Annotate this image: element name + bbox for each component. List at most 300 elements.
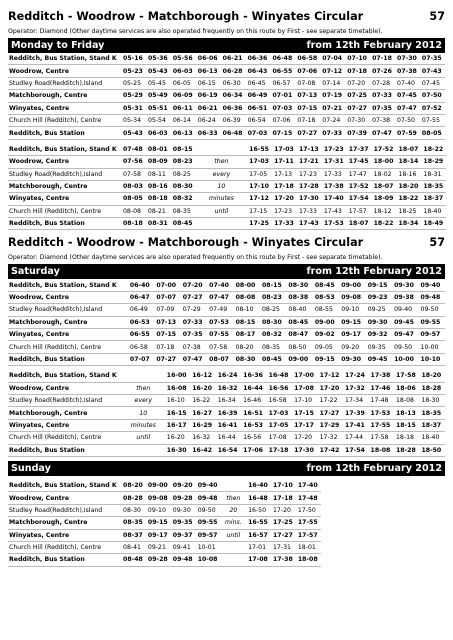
departure-time: 18-02	[372, 168, 397, 180]
departure-time: 18-13	[394, 407, 419, 419]
departure-time: 17-15	[247, 205, 272, 217]
departure-time: 17-38	[369, 370, 394, 382]
departure-time: 06-48	[270, 53, 295, 65]
weekday-table-day	[8, 144, 445, 231]
stop-name: Church Hill (Redditch), Centre	[8, 341, 128, 353]
departure-time: 06-39	[221, 114, 246, 126]
departure-time: 05-49	[146, 90, 171, 102]
departure-time: 17-27	[271, 529, 296, 541]
departure-time: 06-49	[128, 304, 154, 316]
departure-time: 08-17	[234, 329, 260, 341]
frequency-note: mins.	[221, 517, 247, 529]
departure-time: 06-09	[171, 90, 196, 102]
departure-time: 06-57	[270, 77, 295, 89]
stop-name: Studley Road(Redditch),Island	[8, 304, 128, 316]
departure-time: 06-05	[171, 77, 196, 89]
departure-time: 06-51	[246, 102, 271, 114]
departure-time: 07-08	[295, 77, 320, 89]
departure-time: 09-02	[313, 329, 339, 341]
departure-time: 17-50	[296, 504, 321, 516]
departure-time: 08-53	[313, 291, 339, 303]
departure-time: 07-14	[320, 77, 345, 89]
timetable-row	[8, 77, 445, 89]
departure-time: 06-54	[246, 114, 271, 126]
departure-time: 07-04	[320, 53, 345, 65]
departure-time: 08-05	[420, 127, 445, 139]
departure-time: 16-40	[246, 480, 271, 492]
departure-time: 08-31	[146, 218, 171, 230]
stop-name: Matchborough, Centre	[8, 90, 121, 102]
departure-time: 06-47	[128, 291, 154, 303]
departure-time: 09-15	[366, 279, 392, 291]
departure-time: 05-56	[171, 53, 196, 65]
departure-time: 08-30	[260, 316, 286, 328]
departure-time: 16-39	[216, 407, 241, 419]
departure-time: 07-45	[420, 77, 445, 89]
stop-name: Redditch, Bus Station	[8, 127, 121, 139]
departure-time: 08-10	[234, 304, 260, 316]
departure-time: 17-25	[247, 218, 272, 230]
departure-time: 07-40	[395, 77, 420, 89]
departure-time: 17-12	[318, 370, 343, 382]
departure-time: 06-13	[171, 127, 196, 139]
stop-name: Matchborough, Centre	[8, 316, 128, 328]
departure-time: 07-15	[270, 127, 295, 139]
departure-time: 18-08	[394, 394, 419, 406]
departure-time: 08-23	[260, 291, 286, 303]
departure-time: 09-57	[419, 329, 445, 341]
departure-time: 08-18	[121, 218, 146, 230]
timetable-row	[8, 432, 445, 444]
departure-time: 08-11	[146, 168, 171, 180]
departure-time: 18-40	[419, 432, 445, 444]
departure-time: 18-34	[397, 218, 422, 230]
departure-time: 07-39	[345, 127, 370, 139]
departure-time: 18-40	[421, 205, 446, 217]
departure-time: 18-14	[397, 156, 422, 168]
departure-time: 09-41	[171, 541, 196, 553]
departure-time: 09-15	[313, 353, 339, 365]
departure-time: 18-50	[419, 444, 445, 456]
stop-name: Studley Road(Redditch),Island	[8, 77, 121, 89]
frequency-note	[122, 444, 165, 456]
departure-time: 18-22	[421, 144, 446, 156]
timetable-row	[8, 341, 445, 353]
departure-time: 07-18	[154, 341, 180, 353]
departure-time: 18-08	[296, 554, 321, 566]
departure-time: 07-26	[370, 65, 395, 77]
timetable-row	[8, 541, 445, 553]
departure-time: 07-35	[420, 53, 445, 65]
departure-time: 08-08	[234, 291, 260, 303]
departure-time: 08-48	[121, 554, 146, 566]
departure-time: 07-55	[420, 114, 445, 126]
stop-name: Redditch, Bus Station	[8, 554, 121, 566]
stop-name: Matchborough, Centre	[8, 407, 122, 419]
departure-time: 06-21	[196, 102, 221, 114]
timetable-row	[8, 492, 445, 504]
stop-name: Church Hill (Redditch), Centre	[8, 205, 121, 217]
departure-time: 08-18	[146, 193, 171, 205]
departure-time: 09-50	[419, 304, 445, 316]
departure-time: 08-55	[313, 304, 339, 316]
timetable	[8, 480, 445, 567]
departure-time: 06-19	[196, 90, 221, 102]
departure-time: 08-05	[121, 193, 146, 205]
departure-time: 16-41	[216, 419, 241, 431]
departure-time: 08-20	[121, 480, 146, 492]
departure-time: 07-19	[320, 90, 345, 102]
departure-time: 16-15	[165, 407, 190, 419]
departure-time: 17-29	[318, 419, 343, 431]
departure-time: 16-00	[165, 370, 190, 382]
frequency-note: until	[196, 205, 248, 217]
stop-name: Redditch, Bus Station	[8, 444, 122, 456]
departure-time: 07-13	[295, 90, 320, 102]
departure-time: 07-13	[154, 316, 180, 328]
departure-time: 16-24	[216, 370, 241, 382]
departure-time: 16-10	[165, 394, 190, 406]
route-number: 57	[429, 236, 445, 250]
departure-time: 06-03	[146, 127, 171, 139]
frequency-note	[122, 370, 165, 382]
timetable-row	[8, 144, 446, 156]
departure-time: 09-00	[339, 279, 365, 291]
departure-time: 07-12	[320, 65, 345, 77]
departure-time: 07-20	[345, 77, 370, 89]
departure-time: 08-28	[121, 492, 146, 504]
departure-time: 09-35	[171, 517, 196, 529]
departure-time: 10-00	[419, 341, 445, 353]
departure-time: 08-01	[146, 144, 171, 156]
departure-time: 08-30	[286, 279, 312, 291]
departure-time: 17-25	[271, 517, 296, 529]
departure-time: 10-00	[392, 353, 418, 365]
departure-time: 09-50	[392, 341, 418, 353]
departure-time: 17-40	[322, 193, 347, 205]
departure-time: 16-42	[190, 444, 215, 456]
sunday-table	[8, 480, 445, 567]
timetable-row	[8, 370, 445, 382]
departure-time: 17-00	[292, 370, 317, 382]
departure-time: 10-01	[196, 541, 221, 553]
day-label: Saturday	[11, 266, 60, 278]
timetable-row	[8, 193, 446, 205]
departure-time: 17-27	[318, 407, 343, 419]
departure-time: 17-18	[272, 180, 297, 192]
route-name: Redditch - Woodrow - Matchborough - Winyates Circular	[8, 10, 364, 23]
departure-time: 16-29	[190, 419, 215, 431]
departure-time: 16-22	[190, 394, 215, 406]
departure-time: 05-51	[146, 102, 171, 114]
departure-time: 07-21	[320, 102, 345, 114]
day-header-weekday	[8, 38, 445, 53]
departure-time: 17-17	[292, 419, 317, 431]
departure-time: 18-00	[372, 156, 397, 168]
departure-time: 07-25	[345, 90, 370, 102]
stop-name: Redditch, Bus Station	[8, 218, 121, 230]
departure-time: 16-46	[241, 394, 266, 406]
departure-time: 05-16	[121, 53, 146, 65]
weekday-table-morning	[8, 53, 445, 140]
departure-time: 18-37	[419, 419, 445, 431]
departure-time: 05-54	[146, 114, 171, 126]
departure-time: 08-00	[234, 279, 260, 291]
departure-time: 07-38	[370, 114, 395, 126]
departure-time: 09-47	[392, 329, 418, 341]
departure-time: 09-17	[146, 529, 171, 541]
departure-time: 07-24	[320, 114, 345, 126]
departure-time: 08-30	[171, 180, 196, 192]
departure-time: 08-30	[121, 504, 146, 516]
stop-name: Woodrow, Centre	[8, 291, 128, 303]
departure-time: 07-01	[270, 90, 295, 102]
departure-time: 06-15	[196, 77, 221, 89]
timetable	[8, 370, 445, 457]
departure-time: 07-07	[154, 291, 180, 303]
stop-name: Woodrow, Centre	[8, 492, 121, 504]
frequency-note	[221, 480, 247, 492]
stop-name: Studley Road(Redditch),Island	[8, 504, 121, 516]
departure-time: 16-44	[241, 382, 266, 394]
departure-time: 07-03	[270, 102, 295, 114]
departure-time: 06-55	[128, 329, 154, 341]
departure-time: 17-05	[267, 419, 292, 431]
departure-time: 17-10	[292, 394, 317, 406]
departure-time: 16-57	[246, 529, 271, 541]
timetable-row	[8, 156, 446, 168]
departure-time: 17-20	[271, 504, 296, 516]
departure-time: 18-16	[397, 168, 422, 180]
departure-time: 17-38	[322, 180, 347, 192]
departure-time: 09-40	[419, 279, 445, 291]
departure-time: 09-38	[392, 291, 418, 303]
departure-time: 06-36	[221, 102, 246, 114]
departure-time: 07-15	[154, 329, 180, 341]
timetable-row	[8, 407, 445, 419]
departure-time: 06-53	[128, 316, 154, 328]
departure-time: 17-43	[297, 218, 322, 230]
departure-time: 08-40	[286, 304, 312, 316]
timetable-row	[8, 114, 445, 126]
departure-time: 09-48	[196, 492, 221, 504]
timetable-row	[8, 279, 445, 291]
departure-time: 10-10	[419, 353, 445, 365]
departure-time: 07-58	[121, 168, 146, 180]
departure-time: 07-47	[370, 127, 395, 139]
stop-name: Redditch, Bus Station, Stand K	[8, 53, 121, 65]
departure-time: 17-08	[292, 382, 317, 394]
departure-time: 09-57	[196, 529, 221, 541]
departure-time: 17-37	[347, 144, 372, 156]
departure-time: 16-54	[216, 444, 241, 456]
departure-time: 16-27	[190, 407, 215, 419]
stop-name: Church Hill (Redditch), Centre	[8, 432, 122, 444]
departure-time: 09-10	[146, 504, 171, 516]
departure-time: 18-12	[372, 205, 397, 217]
day-label: Monday to Friday	[11, 40, 105, 51]
departure-time: 17-52	[372, 144, 397, 156]
departure-time: 05-36	[146, 53, 171, 65]
stop-name: Winyates, Centre	[8, 419, 122, 431]
stop-name: Studley Road(Redditch),Island	[8, 394, 122, 406]
departure-time: 08-25	[171, 168, 196, 180]
departure-time: 17-12	[247, 193, 272, 205]
departure-time: 09-37	[171, 529, 196, 541]
departure-time: 07-07	[128, 353, 154, 365]
route-title-1	[8, 6, 445, 27]
departure-time: 17-13	[272, 168, 297, 180]
day-header-saturday	[8, 264, 445, 279]
departure-time: 18-15	[394, 419, 419, 431]
departure-time: 07-38	[181, 341, 207, 353]
timetable-row	[8, 504, 445, 516]
departure-time: 18-08	[369, 444, 394, 456]
departure-time: 09-17	[339, 329, 365, 341]
departure-time: 17-57	[347, 205, 372, 217]
departure-time: 17-10	[271, 480, 296, 492]
departure-time: 17-43	[322, 205, 347, 217]
departure-time: 08-23	[171, 156, 196, 168]
departure-time: 16-56	[267, 382, 292, 394]
departure-time: 09-15	[339, 316, 365, 328]
frequency-note: minutes	[196, 193, 248, 205]
departure-time: 08-35	[171, 205, 196, 217]
departure-time: 07-59	[395, 127, 420, 139]
effective-date: from 12th February 2012	[306, 40, 442, 51]
timetable-row	[8, 554, 445, 566]
timetable-row	[8, 353, 445, 365]
saturday-table-morning	[8, 279, 445, 366]
departure-time: 17-18	[267, 444, 292, 456]
frequency-note: 10	[196, 180, 248, 192]
departure-time: 08-45	[286, 316, 312, 328]
departure-time: 17-20	[272, 193, 297, 205]
departure-time: 18-28	[419, 382, 445, 394]
stop-name: Matchborough, Centre	[8, 517, 121, 529]
departure-time: 08-16	[146, 180, 171, 192]
departure-time: 07-47	[395, 102, 420, 114]
route-title-2	[8, 232, 445, 253]
stop-name: Redditch, Bus Station	[8, 353, 128, 365]
departure-time: 05-34	[121, 114, 146, 126]
departure-time: 17-40	[296, 480, 321, 492]
departure-time: 17-39	[343, 407, 368, 419]
departure-time: 17-30	[297, 193, 322, 205]
departure-time: 17-08	[246, 554, 271, 566]
departure-time: 17-03	[272, 144, 297, 156]
departure-time: 07-49	[207, 304, 233, 316]
timetable-row	[8, 419, 445, 431]
departure-time: 09-40	[392, 304, 418, 316]
departure-time: 16-17	[165, 419, 190, 431]
departure-time: 17-33	[322, 168, 347, 180]
departure-time: 09-28	[146, 554, 171, 566]
departure-time: 17-54	[347, 193, 372, 205]
departure-time: 07-35	[370, 102, 395, 114]
departure-time: 17-41	[343, 419, 368, 431]
departure-time: 06-48	[221, 127, 246, 139]
departure-time: 09-00	[146, 480, 171, 492]
departure-time: 18-22	[397, 193, 422, 205]
stop-name: Winyates, Centre	[8, 529, 121, 541]
departure-time: 08-45	[260, 353, 286, 365]
departure-time: 08-15	[171, 144, 196, 156]
departure-time: 07-47	[181, 353, 207, 365]
departure-time: 06-33	[196, 127, 221, 139]
departure-time: 16-30	[165, 444, 190, 456]
departure-time: 05-45	[146, 77, 171, 89]
departure-time: 07-33	[181, 316, 207, 328]
departure-time: 17-21	[297, 156, 322, 168]
departure-time: 17-32	[343, 382, 368, 394]
departure-time: 09-30	[171, 504, 196, 516]
departure-time: 08-08	[121, 205, 146, 217]
frequency-note	[196, 218, 248, 230]
departure-time: 09-50	[196, 504, 221, 516]
departure-time: 07-33	[370, 90, 395, 102]
departure-time: 07-27	[295, 127, 320, 139]
departure-time: 07-48	[121, 144, 146, 156]
departure-time: 06-30	[221, 77, 246, 89]
departure-time: 17-32	[318, 432, 343, 444]
timetable-row	[8, 53, 445, 65]
stop-name: Winyates, Centre	[8, 102, 121, 114]
departure-time: 16-55	[246, 517, 271, 529]
departure-time: 07-27	[181, 291, 207, 303]
timetable-row	[8, 218, 446, 230]
departure-time: 09-30	[366, 316, 392, 328]
departure-time: 06-11	[171, 102, 196, 114]
departure-time: 09-23	[366, 291, 392, 303]
departure-time: 18-07	[347, 218, 372, 230]
departure-time: 16-32	[190, 432, 215, 444]
departure-time: 17-47	[347, 168, 372, 180]
departure-time: 08-47	[286, 329, 312, 341]
departure-time: 17-10	[247, 180, 272, 192]
departure-time: 17-33	[272, 218, 297, 230]
departure-time: 16-20	[190, 382, 215, 394]
timetable-row	[8, 529, 445, 541]
departure-time: 06-21	[221, 53, 246, 65]
departure-time: 08-35	[260, 341, 286, 353]
departure-time: 18-29	[421, 156, 446, 168]
timetable-row	[8, 205, 446, 217]
departure-time: 06-24	[196, 114, 221, 126]
departure-time: 06-13	[196, 65, 221, 77]
departure-time: 16-56	[241, 432, 266, 444]
departure-time: 07-40	[207, 279, 233, 291]
stop-name: Redditch, Bus Station, Stand K	[8, 370, 122, 382]
day-label: Sunday	[11, 462, 51, 474]
departure-time: 08-37	[121, 529, 146, 541]
departure-time: 17-20	[318, 382, 343, 394]
timetable	[8, 53, 445, 140]
departure-time: 17-08	[267, 432, 292, 444]
operator-note: Operator: Diamond (Other daytime services are also operated frequently on this route by First - see separate timetable).	[8, 254, 383, 262]
stop-name: Redditch, Bus Station, Stand K	[8, 144, 121, 156]
departure-time: 17-13	[297, 144, 322, 156]
departure-time: 17-01	[246, 541, 271, 553]
departure-time: 09-55	[419, 316, 445, 328]
departure-time: 06-58	[128, 341, 154, 353]
departure-time: 07-15	[295, 102, 320, 114]
departure-time: 17-38	[271, 554, 296, 566]
departure-time: 09-48	[171, 554, 196, 566]
route-name: Redditch - Woodrow - Matchborough - Winyates Circular	[8, 236, 364, 250]
departure-time: 07-50	[395, 114, 420, 126]
departure-time: 18-31	[421, 168, 446, 180]
